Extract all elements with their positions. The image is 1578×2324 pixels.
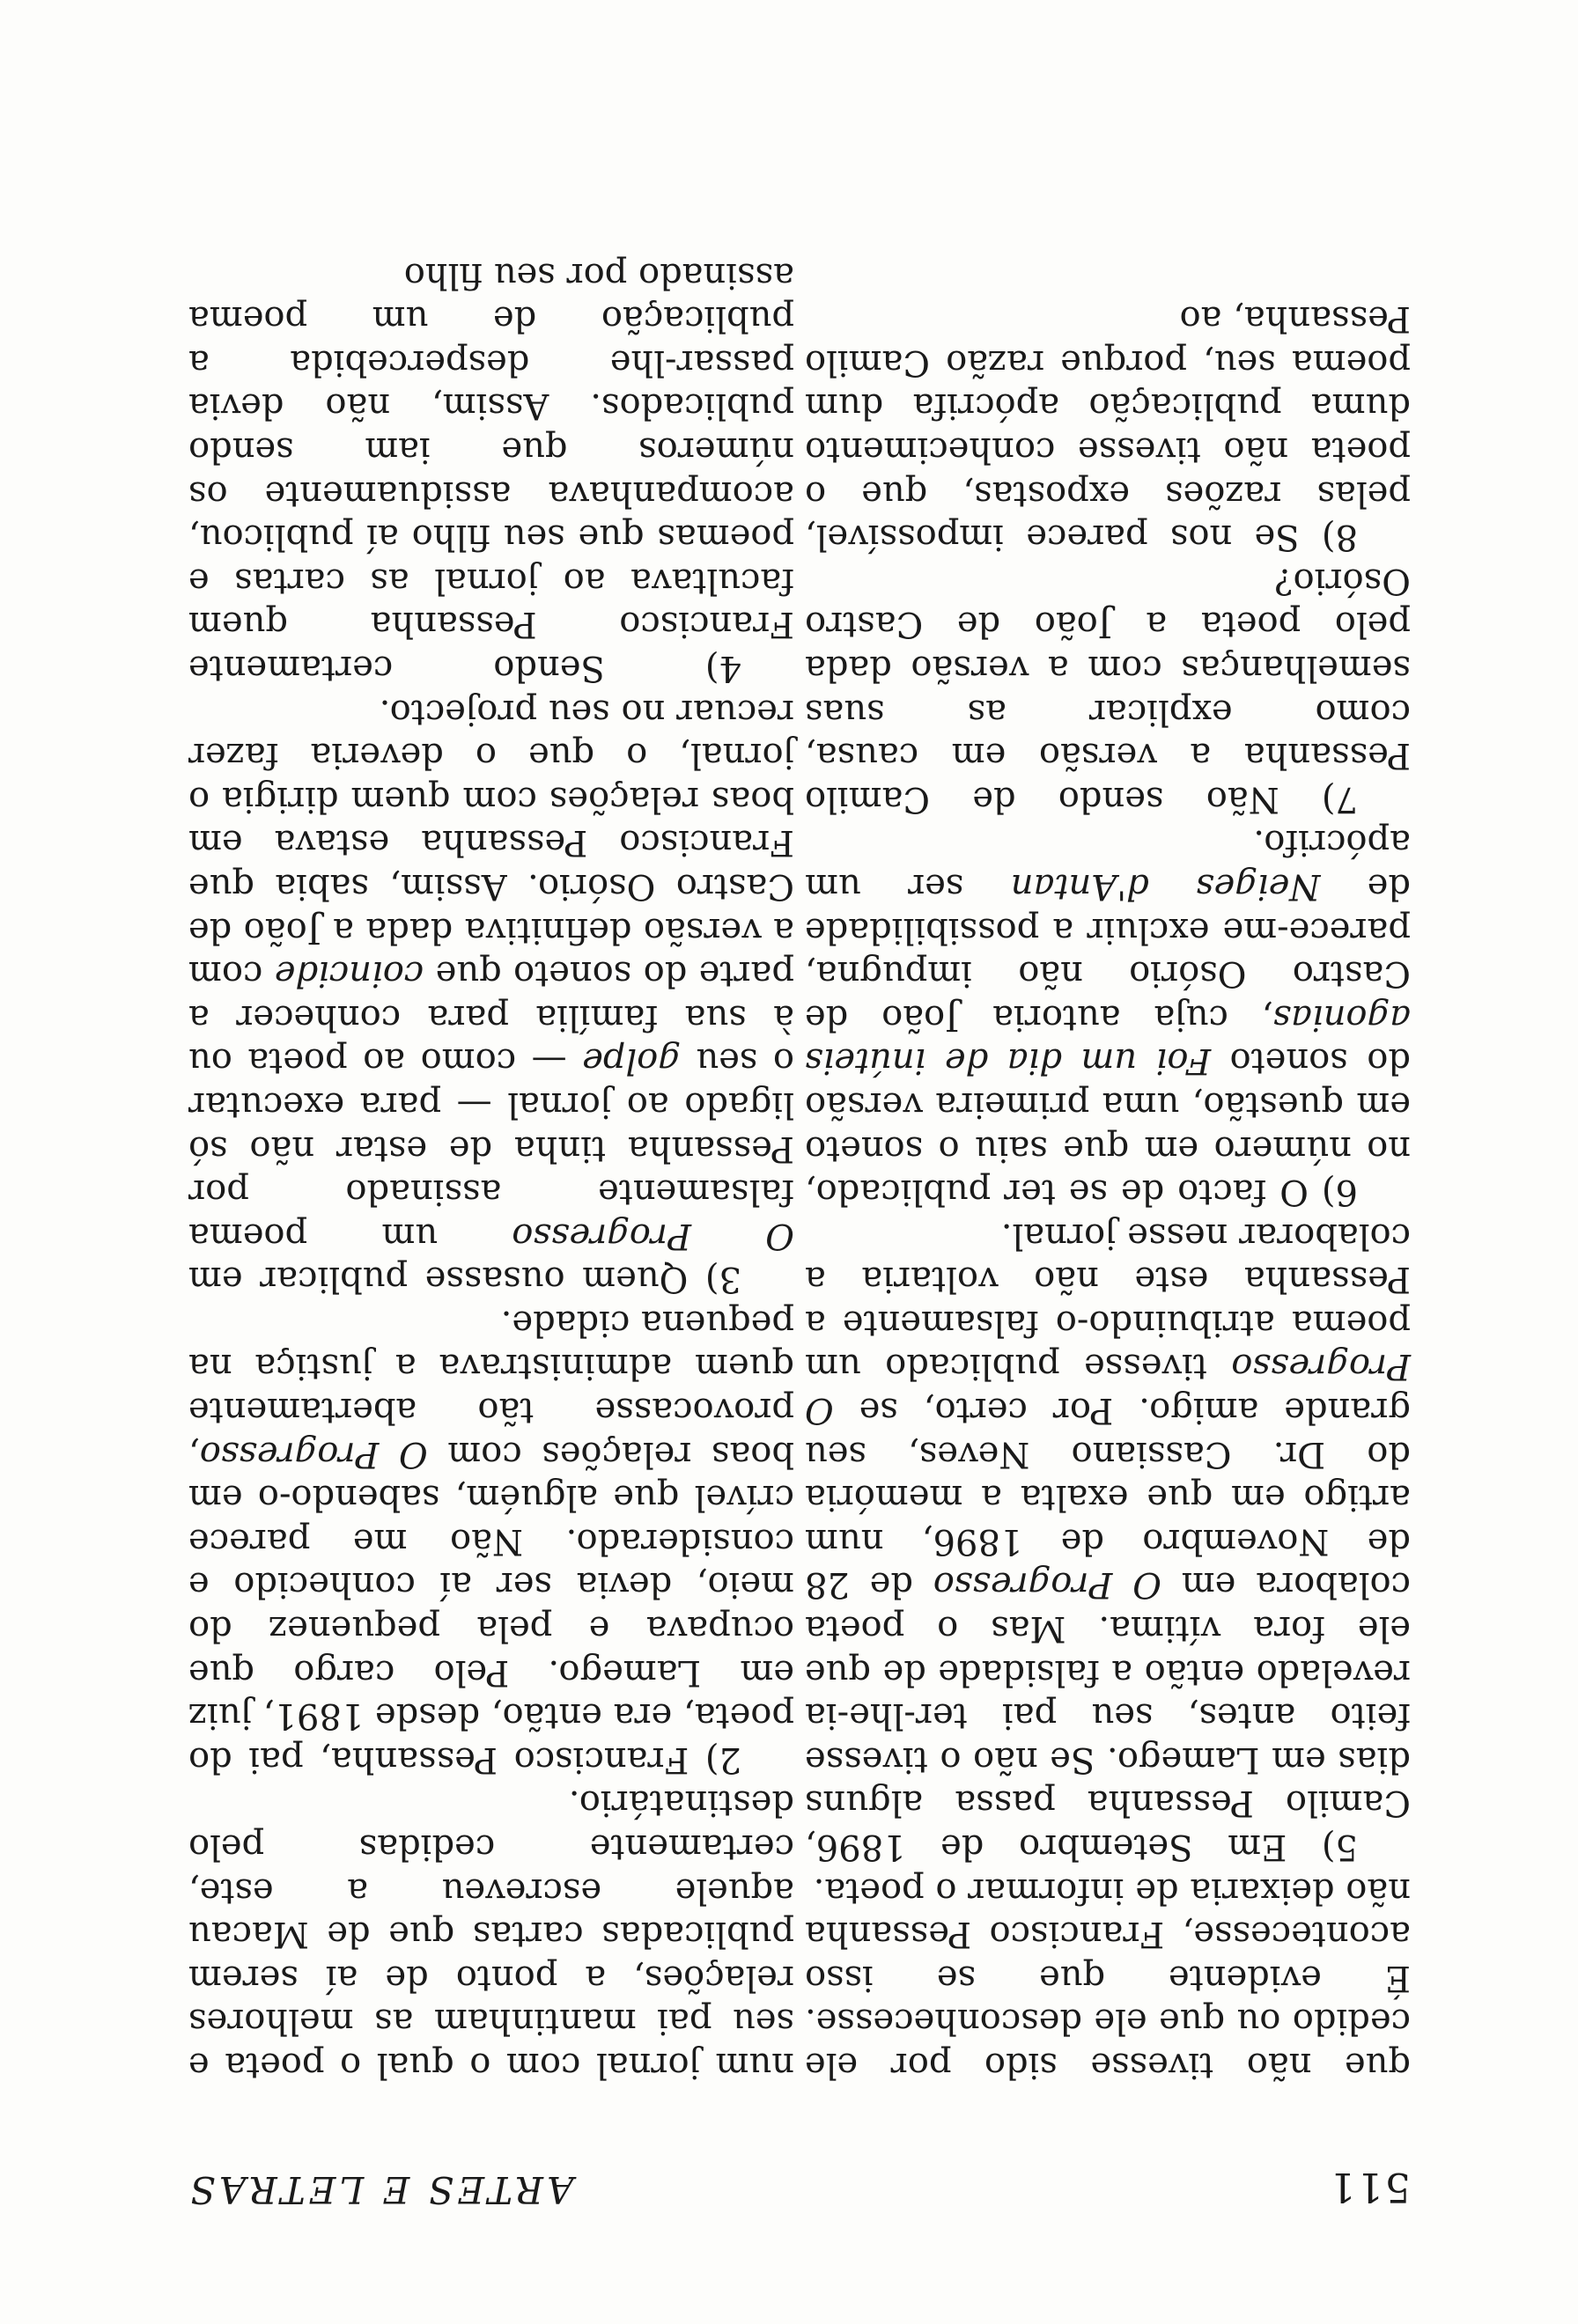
- text-run: com a versão definitiva dada a João de Castro Osório. Assim, sabia que Francisco Pessanha estava em boas relações com quem dirigia o jornal, o que o deveria fazer recuar no seu projecto.: [188, 691, 794, 995]
- paragraph: [188, 253, 794, 689]
- paragraph: [805, 558, 1411, 820]
- italic-text: Neiges d'Antan: [1010, 865, 1321, 907]
- text-run: , provocasse tão abertamente quem administrava a justiça na pequena cidade.: [188, 1302, 794, 1475]
- italic-text: golpe: [582, 1041, 681, 1082]
- text-run: tivesse publicado um poema atribuindo-o falsamente a Pessanha este não voltaria a colaborar nesse jornal.: [805, 1215, 1411, 1387]
- paragraph: [188, 689, 794, 1300]
- text-run: , cuja autoria João de Castro Osório não impugna, parece-me excluir a possibilidade de: [805, 865, 1411, 1038]
- text-run: 4) Sendo certamente Francisco Pessanha quem facultava ao jornal as cartas e poemas que seu filho aí publicou, acompanhava assiduamente os números que iam sendo publicados. Assim, não devia passar-lhe despercebida a publicação de um poema assinado por seu filho: [188, 254, 794, 688]
- page-number: 511: [1328, 2164, 1411, 2211]
- text-run: 3) Quem ousasse publicar em: [188, 1259, 741, 1300]
- text-run: 2) Francisco Pessanha, pai do poeta, era então, desde 1891, juiz em Lamego. Pelo cargo que ocupava e pela pequenez do meio, devia ser aí conhecido e considerado. Não me parece crível que alguém, sabendo-o em boas relações com: [188, 1433, 794, 1780]
- text-column-right: [188, 253, 794, 2086]
- text-run: que não tivesse sido por ele cedido ou que ele desconhecesse. É evidente que se isso acontecesse, Francisco Pessanha não deixaria de informar o poeta.: [805, 1870, 1411, 2085]
- italic-text: coincide: [274, 953, 424, 995]
- italic-text: O Progresso: [199, 1433, 428, 1475]
- text-run: — como ao poeta ou à sua família para conhecer a parte do soneto que: [188, 953, 794, 1082]
- text-column-left: [805, 297, 1411, 2086]
- running-title: ARTES E LETRAS: [187, 2168, 574, 2211]
- italic-text: O Progresso: [805, 1346, 1411, 1431]
- paragraph: [805, 820, 1411, 1213]
- text-run: de 28 de Novembro de 1896, num artigo em que exalta a memória do Dr. Cassiano Neves, seu grande amigo. Por certo, se: [804, 1390, 1411, 1606]
- text-run: num jornal com o qual o poeta e seu pai mantinham as melhores relações, a ponto de aí serem publicadas cartas que de Macau aquele escreveu a este, certamente cedidas pelo destinatário.: [188, 1783, 794, 2085]
- text-run: ser um apócrifo.: [805, 822, 1411, 907]
- paragraph: [188, 1300, 794, 1781]
- italic-text: O Progresso: [933, 1564, 1162, 1606]
- page-header: [187, 2159, 1411, 2211]
- paragraph: [805, 1213, 1411, 1868]
- text-run: um poema falsamente assinado por Pessanha tinha de estar não só ligado ao jornal — para executar o seu: [188, 1041, 794, 1256]
- paragraph: [805, 297, 1411, 559]
- italic-text: O Progresso: [512, 1215, 794, 1256]
- paragraph: [188, 1781, 794, 2086]
- paragraph: [805, 1868, 1411, 2086]
- italic-text: Foi um dia de inúteis agonias: [805, 997, 1411, 1082]
- text-run: 5) Em Setembro de 1896, Camilo Pessanha passa alguns dias em Lamego. Se não o tivesse feito antes, seu pai ter-lhe-ia revelado então a falsidade de que ele fora vítima. Mas o poeta colabora em: [805, 1564, 1411, 1868]
- text-run: 7) Não sendo de Camilo Pessanha a versão em causa, como explicar as suas semelhanças com a versão dada pelo poeta a João de Castro Osório?: [805, 560, 1411, 820]
- text-run: 6) O facto de se ter publicado, no número em que saiu o soneto em questão, uma primeira versão do soneto: [805, 1041, 1411, 1213]
- text-run: 8) Se nos parece impossível, pelas razões expostas, que o poeta não tivesse conhecimento duma publicação apócrifa dum poema seu, porque razão Camilo Pessanha, ao: [805, 298, 1411, 558]
